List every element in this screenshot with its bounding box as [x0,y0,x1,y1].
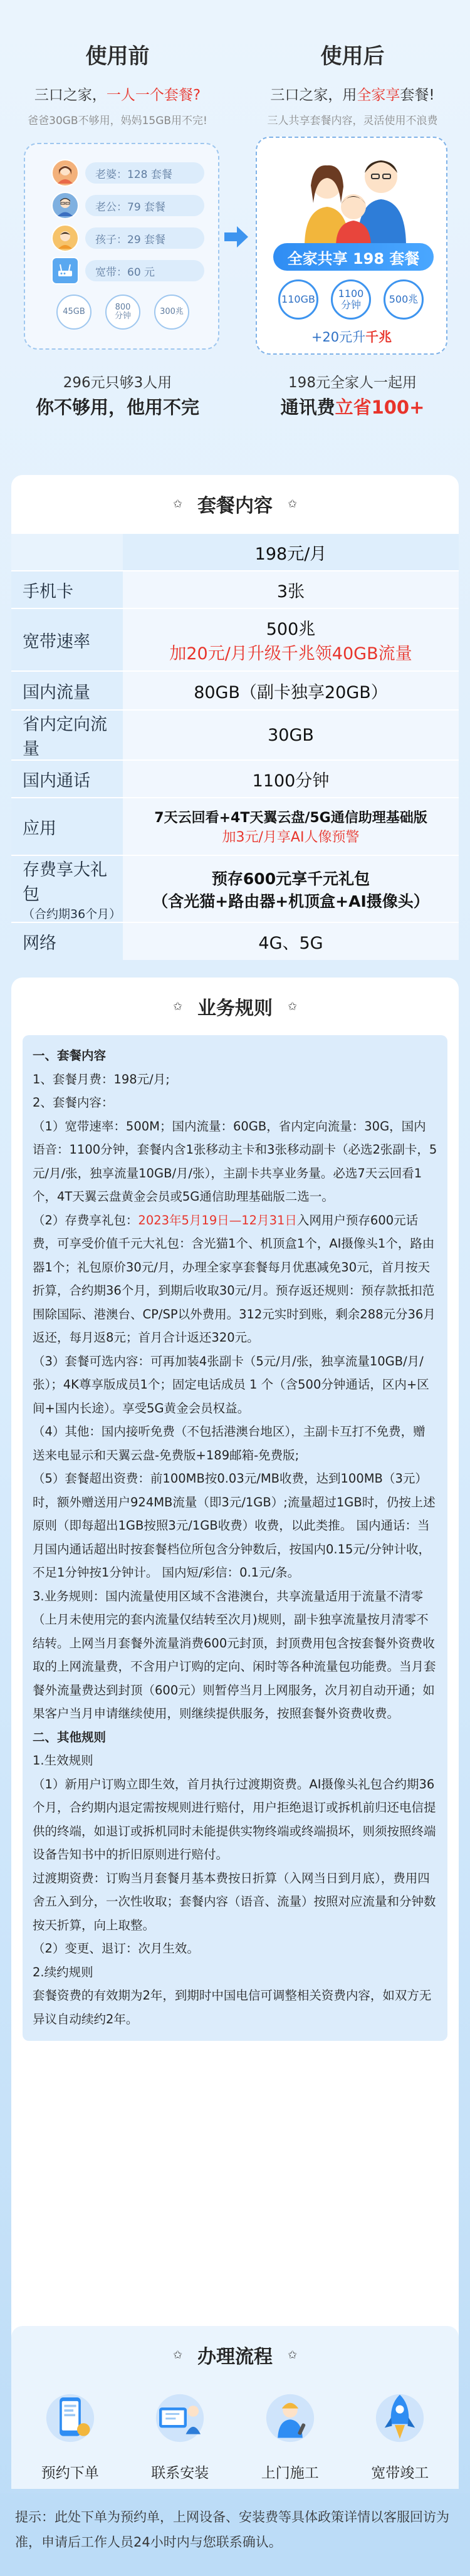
after-subtitle-highlight: 全家享 [357,87,400,103]
package-panel [11,475,459,953]
rules-text: 入网用户预存600元话费，可享受价值千元大礼包：含光猫1个、机顶盒1个，AI摄像头1个，路由器1个；礼包原价30元/月，办理全家享套餐每月优惠减免30元，首月按天折算，合约期36个月，到期后收取30元/月。预存返还规则：预存款抵扣范围除国际、港澳台、CP/SP以外费用。312元实时到账，剩余288元分36月返还，每月返8元；首月合计返还320元。 [33,1212,436,1345]
usage-circle [154,295,189,330]
star-icon: ✩ [172,999,182,1013]
man-avatar-icon [51,192,79,219]
after-card [256,137,447,355]
usage-circle [331,279,371,320]
row-key: 国内通话 [11,760,123,798]
before-subtitle-text: 三口之家， [34,87,107,103]
process-step [17,2384,123,2482]
row-key: 网络 [11,922,123,960]
member-pill: 孩子：29 套餐 [85,227,204,249]
before-usage-circles [56,295,189,330]
rules-paragraph: 1、套餐月费：198元/月; [33,1072,170,1087]
after-column [235,0,470,127]
after-note: 三人共享套餐内容，灵活使用不浪费 [267,115,438,127]
upgrade-text: +20元升 [311,330,366,345]
star-icon: ✩ [288,497,298,511]
rules-paragraph [33,1209,437,1350]
usage-circle [384,279,424,320]
row-value: 3张 [123,571,459,608]
package-heading [11,475,459,533]
member-pill: 老婆：128 套餐 [85,162,204,184]
process-panel [11,2326,459,2489]
row-value-cell [123,855,459,922]
table-row [11,671,459,710]
after-subtitle-text: 三口之家，用 [270,87,357,103]
process-heading-text: 办理流程 [197,2346,273,2368]
rules-paragraph: 二、其他规则 [33,1729,107,1744]
usage-value: 1100 [338,288,364,300]
rocket-icon [353,2384,447,2453]
rules-paragraph: 过渡期资费：订购当月套餐月基本费按日折算（入网当日到月底），费用四舍五入到分，一次性收取；套餐内容（语音、流量）按照对应流量和分钟数按天折算，向上取整。 [33,1870,436,1932]
row-value-highlight: 加3元/月享AI人像预警 [222,830,360,845]
before-column [0,0,235,127]
after-usage-circles [278,279,424,320]
rules-body [23,1035,447,2041]
gigabit-upgrade-note [257,327,446,346]
rules-paragraph: （3）套餐可选内容：可再加装4张副卡（5元/月/张，独享流量10GB/月/张）；4K尊享版成员1个；固定电话成员 1 个（含500分钟通话，区内+区间+国内长途）。享受5G黄金会员权益。 [33,1353,429,1416]
row-key: 省内定向流量 [11,710,123,760]
after-caption: 198元全家人一起用 [288,375,417,391]
after-title: 使用后 [320,44,385,69]
process-step [127,2384,233,2482]
process-heading [11,2326,459,2384]
row-key: 应用 [11,798,123,855]
after-subtitle-end: 套餐! [400,87,435,103]
usage-circle [278,279,318,320]
package-price: 198元/月 [123,533,459,571]
table-row [11,533,459,571]
after-caption-bold [235,394,470,419]
table-row [11,855,459,922]
table-row [11,608,459,671]
table-row [11,798,459,855]
row-key: 手机卡 [11,571,123,608]
before-subtitle [0,83,235,104]
row-value: 4G、5G [123,922,459,960]
usage-value: 800 [115,302,131,312]
star-icon: ✩ [172,2348,182,2362]
table-row [11,922,459,960]
rules-heading-text: 业务规则 [197,998,273,1019]
usage-circle [105,295,140,330]
rules-paragraph: 2、套餐内容： [33,1095,114,1110]
rules-paragraph: 1.生效规则 [33,1753,93,1768]
before-caption-bold: 你不够用，他用不完 [35,397,199,418]
footer-tip: 提示：此处下单为预约单，上网设备、安装费等具体政策详情以客服回访为准，申请后工作人员24小时内与您联系确认。 [0,2493,470,2576]
row-value: 500兆 [266,620,316,639]
member-row [51,192,204,219]
row-value: 80GB（副卡独享20GB） [123,671,459,710]
rules-paragraph: （1）宽带速率：500M；国内流量：60GB，省内定向流量：30G，国内语音：1100分钟，套餐内含1张移动主卡和3张移动副卡（必选2张副卡，5元/月/张，独享流量10GB/月/张），主副卡共享业务量。必选7天云回看1个，4T天翼云盘黄金会员或5G通信助理基础版二选一。 [33,1119,437,1204]
row-value-cell [123,608,459,671]
install-contact-icon [133,2384,227,2453]
row-key: 国内流量 [11,671,123,710]
table-row [11,710,459,760]
rules-paragraph: 3.业务规则：国内流量使用区域不含港澳台，共享流量适用于流量不清零（上月未使用完的套内流量仅结转至次月)规则，副卡独享流量按月清零不结转。上网当月套餐外流量消费600元封顶，封顶费用包含按套餐外资费收取的上网流量费，不含用户订购的定向、闲时等各种流量包功能费。当月套餐外流量费达到封顶（600元）则暂停当月上网服务，次月初自动开通；如果客户当月申请继续使用，则继续提供服务，按照套餐外资费收费。 [33,1588,436,1721]
member-row [51,257,204,284]
before-caption: 296元只够3人用 [63,375,172,391]
package-heading-text: 套餐内容 [197,495,273,517]
table-row [11,760,459,798]
row-value-detail: （含光猫+路由器+机顶盒+AI摄像头） [152,892,429,910]
before-title: 使用前 [85,44,150,69]
process-step [347,2384,453,2482]
row-value: 预存600元享千元礼包 [211,869,370,888]
table-header-empty [11,533,123,571]
upgrade-highlight: 千兆 [365,330,392,345]
rules-paragraph: 2.续约规则 [33,1964,93,1979]
usage-circle [56,295,91,330]
child-avatar-icon [51,224,79,252]
process-step-label: 宽带竣工 [371,2465,429,2481]
after-caption-text: 通讯费 [280,397,335,418]
before-subtitle-highlight: 一人一个套餐? [106,87,201,103]
row-value: 7天云回看+4T天翼云盘/5G通信助理基础版 [154,810,427,826]
row-value: 30GB [123,710,459,760]
rules-date-highlight: 2023年5月19日—12月31日 [138,1212,297,1228]
rules-text: （2）存费享礼包： [33,1212,138,1228]
family-illustration-icon [288,147,420,247]
after-subtitle [235,83,470,104]
star-icon: ✩ [172,497,182,511]
rules-paragraph: 套餐资费的有效期为2年，到期时中国电信可调整相关资费内容，如双方无异议自动续约2年。 [33,1988,432,2026]
process-step-label: 上门施工 [261,2465,319,2481]
arrow-right-icon [222,222,251,251]
process-step [237,2384,343,2482]
before-note: 爸爸30GB不够用，妈妈15GB用不完! [28,115,207,127]
process-step-label: 联系安装 [151,2465,209,2481]
member-pill: 宽带：60 元 [85,260,204,281]
process-step-label: 预约下单 [41,2465,99,2481]
row-key: 存费享大礼包 [23,860,107,904]
table-row [11,571,459,608]
package-table [11,533,459,960]
usage-value: 45GB [63,306,85,316]
row-key-cell [11,855,123,922]
family-share-banner: 全家共享 198 套餐 [273,243,434,271]
row-key-sub: （合约期36个月） [23,907,122,921]
usage-value: 500兆 [389,293,419,306]
rules-paragraph: （2）变更、退订：次月生效。 [33,1941,199,1956]
woman-avatar-icon [51,159,79,187]
technician-icon [243,2384,337,2453]
broadband-icon [51,257,79,284]
member-pill: 老公：79 套餐 [85,195,204,216]
row-value: 1100分钟 [123,760,459,798]
rules-paragraph: （4）其他：国内接听免费（不包括港澳台地区），主副卡互打不免费，赠送来电显示和天翼云盘-免费版+189邮箱-免费版; [33,1424,426,1463]
row-key: 宽带速率 [11,608,123,671]
rules-paragraph: 一、套餐内容 [33,1048,107,1063]
after-caption-highlight: 立省100+ [335,397,425,418]
row-value-highlight: 加20元/月升级千兆领40GB流量 [169,644,412,664]
member-row [51,224,204,252]
row-value-cell [123,798,459,855]
before-card [24,143,219,350]
order-phone-icon [23,2384,117,2453]
usage-unit: 分钟 [340,299,361,311]
rules-heading [11,978,459,1035]
rules-paragraph: （5）套餐超出资费：前100MB按0.03元/MB收费，达到100MB（3元）时，额外赠送用户924MB流量（即3元/1GB）;流量超过1GB时，仍按上述原则（即每超出1GB按照3元/1GB收费）收费，以此类推。 国内通话：当月国内通话超出时按套餐档位所包含分钟数后，按国内0.15元/分钟计收，不足1分钟按1分钟计。 国内短/彩信：0.1元/条。 [33,1471,436,1580]
star-icon: ✩ [288,999,298,1013]
rules-panel [11,978,459,2369]
usage-value: 110GB [281,293,315,306]
process-steps [11,2384,459,2482]
member-row [51,159,204,187]
usage-unit: 分钟 [114,311,131,321]
rules-paragraph: （1）新用户订购立即生效，首月执行过渡期资费。AI摄像头礼包合约期36个月，合约期内退定需按规则进行赔付，用户拒绝退订或拆机前归还电信提供的终端，如退订或拆机同时未能提供实物终端或终端损坏，则须按照终端设备告知书中的折旧原则进行赔付。 [33,1776,436,1862]
usage-value: 300兆 [160,306,184,316]
star-icon: ✩ [288,2348,298,2362]
